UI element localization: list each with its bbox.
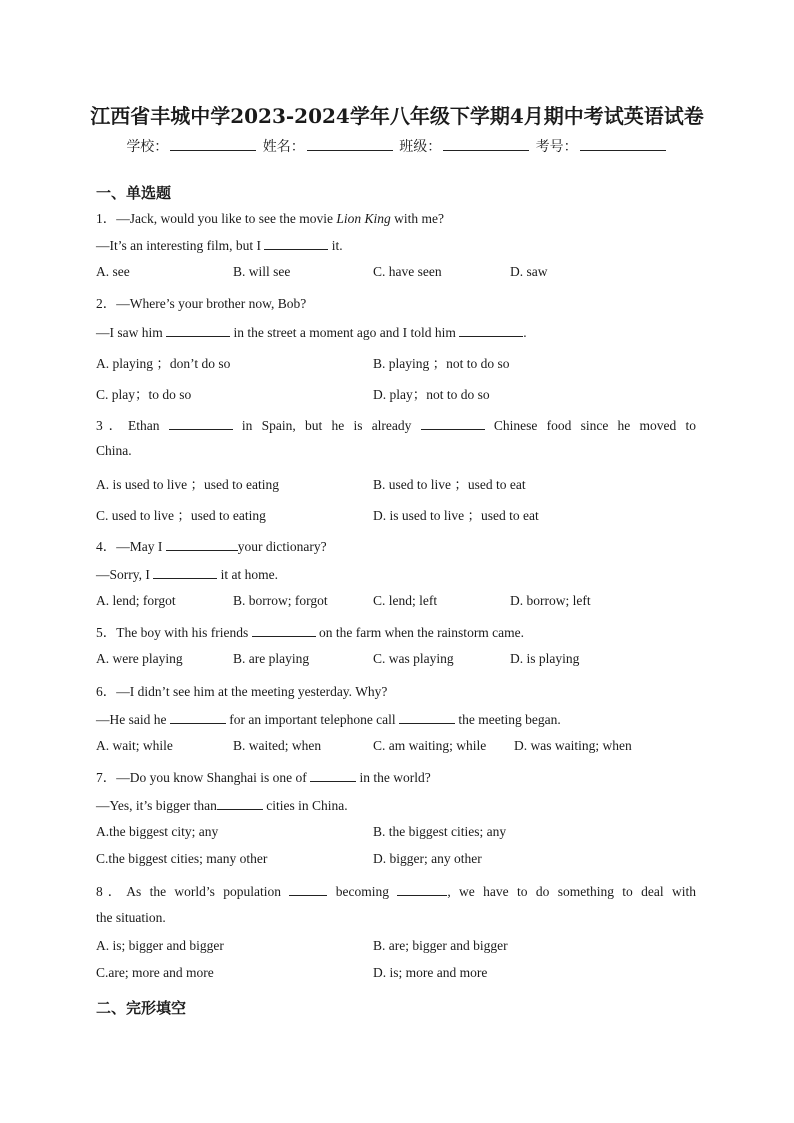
option-d[interactable]: D. saw (510, 264, 548, 279)
question-4-line-2: —Sorry, I it at home. (96, 567, 278, 582)
option-c[interactable]: C.the biggest cities; many other (96, 851, 268, 866)
class-label: 班级： (399, 139, 442, 155)
answer-blank (170, 710, 226, 724)
question-7-line-2: —Yes, it’s bigger than cities in China. (96, 798, 348, 813)
question-6-line-2: —He said he for an important telephone call the meeting began. (96, 712, 561, 727)
student-info-line (0, 136, 794, 156)
option-a[interactable]: A. is; bigger and bigger (96, 938, 224, 953)
name-blank[interactable] (307, 136, 393, 151)
option-b[interactable]: B. waited; when (233, 738, 322, 753)
option-d[interactable]: D. is used to live ；used to eat (373, 508, 539, 523)
question-1-line-1: 1．—Jack, would you like to see the movie Lion King with me? (96, 211, 444, 226)
option-d[interactable]: D. is playing (510, 651, 580, 666)
question-3-line-2: China. (96, 443, 132, 458)
option-c[interactable]: C. have seen (373, 264, 442, 279)
option-a[interactable]: A. lend; forgot (96, 593, 176, 608)
option-c[interactable]: C. am waiting; while (373, 738, 487, 753)
option-a[interactable]: A. were playing (96, 651, 183, 666)
question-4-line-1: 4．—May I your dictionary? (96, 539, 327, 554)
option-a[interactable]: A. is used to live ；used to eating (96, 477, 279, 492)
exam-number-label: 考号： (535, 139, 578, 155)
option-c[interactable]: C.are; more and more (96, 965, 214, 980)
answer-blank (397, 882, 447, 896)
answer-blank (166, 537, 238, 551)
question-8-line-1: 8．As the world’s population becoming , we have to do something to deal with (96, 884, 696, 899)
answer-blank (289, 882, 327, 896)
option-b[interactable]: B. are playing (233, 651, 310, 666)
class-blank[interactable] (443, 136, 529, 151)
question-2-line-1: 2．—Where’s your brother now, Bob? (96, 296, 307, 311)
question-8-line-2: the situation. (96, 910, 166, 925)
answer-blank (153, 565, 217, 579)
school-label: 学校： (126, 139, 169, 155)
option-b[interactable]: B. are; bigger and bigger (373, 938, 508, 953)
answer-blank (264, 236, 328, 250)
answer-blank (166, 323, 230, 337)
option-c[interactable]: C. used to live ；used to eating (96, 508, 266, 523)
section-heading-single-choice: 一、单选题 (96, 184, 172, 202)
option-b[interactable]: B. used to live ；used to eat (373, 477, 526, 492)
option-d[interactable]: D. is; more and more (373, 965, 488, 980)
answer-blank (252, 623, 316, 637)
movie-title: Lion King (336, 211, 391, 226)
name-label: 姓名： (262, 139, 305, 155)
option-c[interactable]: C. lend; left (373, 593, 438, 608)
answer-blank (459, 323, 523, 337)
question-5-line-1: 5．The boy with his friends on the farm when the rainstorm came. (96, 625, 525, 640)
answer-blank (169, 416, 233, 430)
question-6-line-1: 6．—I didn’t see him at the meeting yesterday. Why? (96, 684, 388, 699)
question-2-line-2: —I saw him in the street a moment ago and I told him . (96, 325, 527, 340)
option-b[interactable]: B. borrow; forgot (233, 593, 328, 608)
exam-number-blank[interactable] (580, 136, 666, 151)
answer-blank (310, 768, 356, 782)
option-b[interactable]: B. will see (233, 264, 291, 279)
answer-blank (399, 710, 455, 724)
school-blank[interactable] (170, 136, 256, 151)
option-a[interactable]: A.the biggest city; any (96, 824, 219, 839)
option-b[interactable]: B. the biggest cities; any (373, 824, 507, 839)
option-c[interactable]: C. was playing (373, 651, 454, 666)
exam-title: 江西省丰城中学2023-2024学年八年级下学期4月期中考试英语试卷 (90, 104, 704, 128)
option-d[interactable]: D. borrow; left (510, 593, 591, 608)
option-d[interactable]: D. was waiting; when (514, 738, 632, 753)
question-1-line-2: —It’s an interesting film, but I it. (96, 238, 343, 253)
option-a[interactable]: A. wait; while (96, 738, 173, 753)
option-b[interactable]: B. playing ；not to do so (373, 356, 510, 371)
answer-blank (421, 416, 485, 430)
option-d[interactable]: D. play；not to do so (373, 387, 490, 402)
section-heading-cloze: 二、完形填空 (96, 999, 187, 1017)
answer-blank (217, 796, 263, 810)
question-7-line-1: 7．—Do you know Shanghai is one of in the world? (96, 770, 431, 785)
option-a[interactable]: A. see (96, 264, 130, 279)
option-a[interactable]: A. playing ；don’t do so (96, 356, 231, 371)
option-c[interactable]: C. play；to do so (96, 387, 192, 402)
option-d[interactable]: D. bigger; any other (373, 851, 482, 866)
question-3-line-1: 3．Ethan in Spain, but he is already Chinese food since he moved to (96, 418, 696, 433)
